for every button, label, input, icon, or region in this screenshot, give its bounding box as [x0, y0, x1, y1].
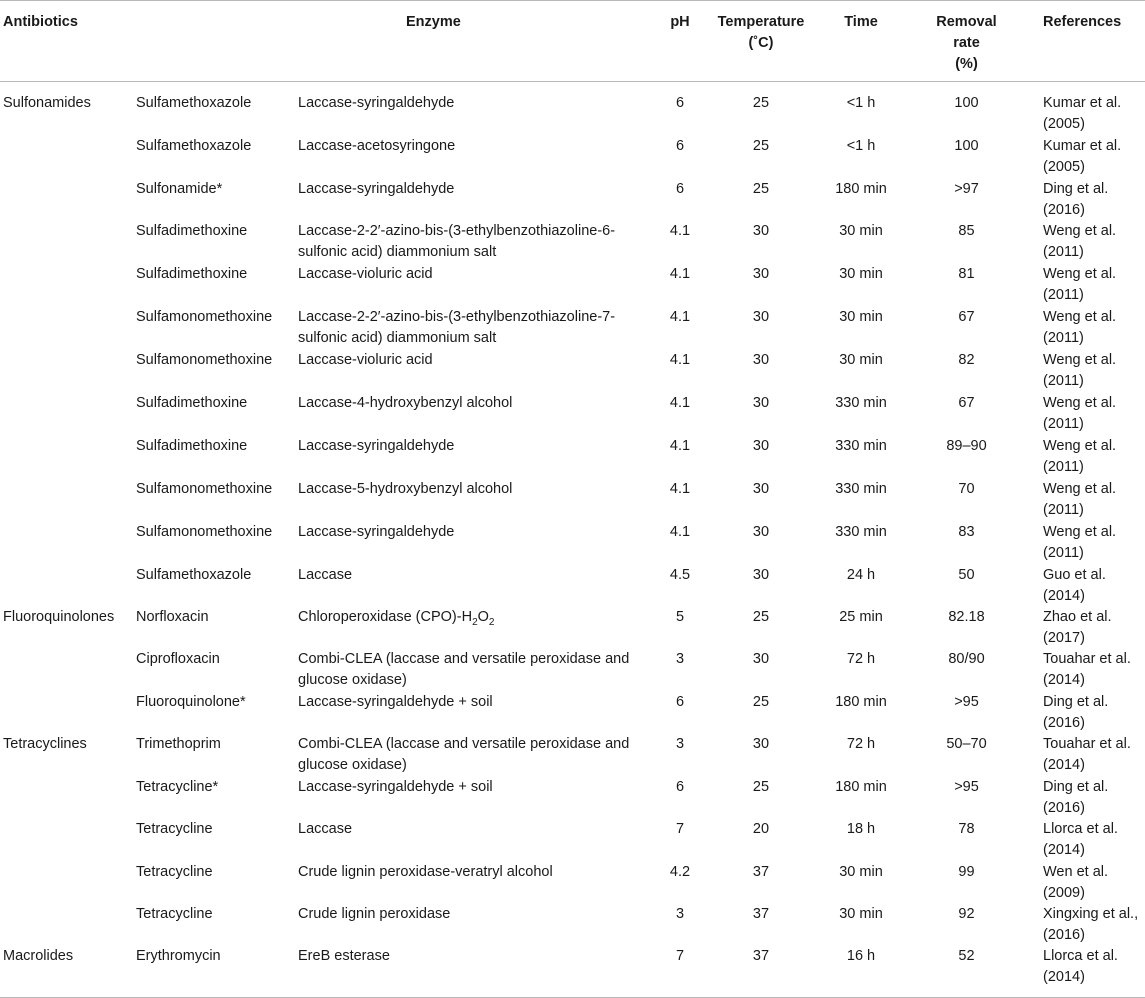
- time-cell: 330 min: [835, 524, 887, 540]
- table-row: [0, 734, 1145, 777]
- enzyme-cell: Laccase-violuric acid: [298, 266, 433, 282]
- time-cell: 25 min: [839, 609, 883, 625]
- temperature-cell: 30: [752, 567, 770, 583]
- ph-cell: 4.2: [669, 864, 691, 880]
- antibiotic-class-cell: [0, 479, 135, 522]
- time-cell: 72 h: [846, 651, 876, 667]
- header-removal-line2: rate: [953, 35, 980, 51]
- antibiotic-class-cell: [0, 862, 135, 904]
- removal-rate-cell: 50: [958, 567, 975, 583]
- removal-rate-cell: 70: [958, 481, 975, 497]
- antibiotic-name-cell: Tetracycline: [136, 864, 213, 880]
- ph-cell: 5: [675, 609, 685, 625]
- removal-rate-cell: 50–70: [946, 736, 987, 752]
- removal-rate-cell: 67: [958, 309, 975, 325]
- ph-cell: 4.1: [669, 438, 691, 454]
- removal-rate-cell: 89–90: [946, 438, 987, 454]
- antibiotic-class-cell: Fluoroquinolones: [3, 609, 115, 625]
- temperature-cell: 25: [752, 181, 770, 197]
- removal-rate-cell: 52: [958, 948, 975, 964]
- table-row: [0, 264, 1145, 307]
- enzyme-cell: Laccase-syringaldehyde + soil: [298, 779, 493, 795]
- table-row: [0, 565, 1145, 607]
- footer-rule-cell: [0, 989, 1145, 998]
- reference-cell: Ding et al. (2016): [1043, 181, 1109, 218]
- temperature-cell: 30: [752, 438, 770, 454]
- enzyme-text: O: [477, 609, 489, 625]
- antibiotic-name-cell: Sulfadimethoxine: [136, 266, 248, 282]
- removal-rate-cell: >95: [954, 694, 979, 710]
- removal-rate-cell: 82: [958, 352, 975, 368]
- enzyme-cell: Laccase-syringaldehyde: [298, 524, 455, 540]
- removal-rate-cell: 80/90: [948, 651, 985, 667]
- ph-cell: 4.1: [669, 309, 691, 325]
- reference-cell: Llorca et al. (2014): [1043, 948, 1118, 985]
- removal-rate-cell: 78: [958, 821, 975, 837]
- antibiotic-name-cell: Sulfonamide*: [136, 181, 223, 197]
- enzyme-cell: Laccase: [298, 821, 353, 837]
- antibiotic-name-cell: Trimethoprim: [136, 736, 221, 752]
- enzyme-cell: Laccase-acetosyringone: [298, 138, 456, 154]
- temperature-cell: 37: [752, 906, 770, 922]
- antibiotic-name-cell: Sulfamethoxazole: [136, 95, 252, 111]
- antibiotic-class-cell: [0, 649, 135, 692]
- reference-cell: Weng et al. (2011): [1043, 395, 1117, 432]
- temperature-cell: 30: [752, 395, 770, 411]
- enzyme-cell: Laccase-violuric acid: [298, 352, 433, 368]
- antibiotic-class-cell: [0, 393, 135, 436]
- antibiotic-class-cell: [0, 522, 135, 565]
- enzyme-cell: Laccase-syringaldehyde: [298, 95, 455, 111]
- antibiotic-class-cell: [0, 179, 135, 221]
- header-enzyme: Enzyme: [406, 14, 461, 30]
- enzyme-cell: Laccase-syringaldehyde: [298, 181, 455, 197]
- antibiotic-name-cell: Sulfamonomethoxine: [136, 309, 273, 325]
- table-row: [0, 522, 1145, 565]
- table-body: [0, 82, 1145, 990]
- enzyme-cell: Laccase: [298, 567, 353, 583]
- ph-cell: 3: [675, 906, 685, 922]
- ph-cell: 4.5: [669, 567, 691, 583]
- table-row: [0, 819, 1145, 862]
- antibiotic-class-cell: [0, 565, 135, 607]
- temperature-cell: 30: [752, 309, 770, 325]
- removal-rate-cell: 100: [954, 138, 979, 154]
- time-cell: 180 min: [835, 694, 887, 710]
- header-removal-rate: [907, 1, 1026, 82]
- table-row: [0, 136, 1145, 179]
- removal-rate-cell: 81: [958, 266, 975, 282]
- temperature-cell: 37: [752, 864, 770, 880]
- footer-rule: [0, 989, 1145, 998]
- antibiotic-name-cell: Sulfamonomethoxine: [136, 352, 273, 368]
- table-row: [0, 307, 1145, 350]
- antibiotic-name-cell: Erythromycin: [136, 948, 221, 964]
- removal-rate-cell: 82.18: [948, 609, 985, 625]
- enzyme-cell: [298, 607, 653, 649]
- time-cell: <1 h: [846, 138, 876, 154]
- antibiotic-name-cell: Sulfadimethoxine: [136, 395, 248, 411]
- temperature-cell: 25: [752, 779, 770, 795]
- reference-cell: Kumar et al. (2005): [1043, 95, 1122, 132]
- table-row: [0, 479, 1145, 522]
- header-references: References: [1043, 14, 1122, 30]
- removal-rate-cell: 67: [958, 395, 975, 411]
- antibiotic-name-cell: Sulfamethoxazole: [136, 567, 252, 583]
- time-cell: 30 min: [839, 266, 883, 282]
- enzyme-cell: EreB esterase: [298, 948, 390, 964]
- time-cell: 30 min: [839, 352, 883, 368]
- table-row: [0, 393, 1145, 436]
- temperature-cell: 30: [752, 352, 770, 368]
- ph-cell: 4.1: [669, 352, 691, 368]
- table-footer: [0, 989, 1145, 998]
- temperature-cell: 30: [752, 524, 770, 540]
- antibiotic-class-cell: [0, 350, 135, 393]
- table-row: [0, 350, 1145, 393]
- antibiotic-class-cell: [0, 777, 135, 819]
- antibiotic-class-cell: [0, 819, 135, 862]
- antibiotic-name-cell: Tetracycline*: [136, 779, 219, 795]
- enzyme-subscript: 2: [472, 616, 478, 628]
- ph-cell: 6: [675, 138, 685, 154]
- header-antibiotic-name: [135, 1, 298, 82]
- reference-cell: Weng et al. (2011): [1043, 266, 1117, 303]
- reference-cell: Weng et al. (2011): [1043, 481, 1117, 518]
- time-cell: 180 min: [835, 181, 887, 197]
- antibiotic-class-cell: [0, 264, 135, 307]
- antibiotic-class-cell: Tetracyclines: [3, 736, 87, 752]
- header-row: [0, 1, 1145, 82]
- ph-cell: 3: [675, 736, 685, 752]
- ph-cell: 4.1: [669, 524, 691, 540]
- ph-cell: 7: [675, 948, 685, 964]
- reference-cell: Weng et al. (2011): [1043, 352, 1117, 389]
- table-header: [0, 1, 1145, 82]
- temperature-cell: 37: [752, 948, 770, 964]
- time-cell: <1 h: [846, 95, 876, 111]
- table-row: [0, 946, 1145, 989]
- header-temperature: [707, 1, 815, 82]
- enzyme-cell: Crude lignin peroxidase-veratryl alcohol: [298, 864, 553, 880]
- time-cell: 16 h: [846, 948, 876, 964]
- antibiotic-class-cell: [0, 221, 135, 264]
- temperature-cell: 30: [752, 223, 770, 239]
- temperature-cell: 30: [752, 736, 770, 752]
- header-removal-line3: (%): [955, 56, 978, 72]
- reference-cell: Weng et al. (2011): [1043, 438, 1117, 475]
- antibiotic-name-cell: Sulfadimethoxine: [136, 438, 248, 454]
- header-antibiotics: Antibiotics: [3, 14, 78, 30]
- time-cell: 180 min: [835, 779, 887, 795]
- antibiotic-class-cell: [0, 436, 135, 479]
- antibiotic-name-cell: Ciprofloxacin: [136, 651, 220, 667]
- ph-cell: 6: [675, 181, 685, 197]
- header-ph: pH: [670, 14, 690, 30]
- time-cell: 72 h: [846, 736, 876, 752]
- enzyme-cell: Laccase-syringaldehyde: [298, 438, 455, 454]
- table-row: [0, 607, 1145, 649]
- time-cell: 30 min: [839, 309, 883, 325]
- antibiotic-class-cell: [0, 136, 135, 179]
- reference-cell: Weng et al. (2011): [1043, 309, 1117, 346]
- removal-rate-cell: 100: [954, 95, 979, 111]
- enzyme-cell: Laccase-5-hydroxybenzyl alcohol: [298, 481, 513, 497]
- header-time: Time: [844, 14, 878, 30]
- table-row: [0, 862, 1145, 904]
- antibiotic-class-cell: [0, 692, 135, 734]
- time-cell: 30 min: [839, 864, 883, 880]
- enzyme-cell: Laccase-2-2′-azino-bis-(3-ethylbenzothiazoline-6-sulfonic acid) diammonium salt: [298, 223, 616, 260]
- enzyme-subscript: 2: [488, 616, 495, 628]
- reference-cell: Guo et al. (2014): [1043, 567, 1106, 604]
- reference-cell: Weng et al. (2011): [1043, 223, 1117, 260]
- enzyme-cell: Laccase-2-2′-azino-bis-(3-ethylbenzothiazoline-7-sulfonic acid) diammonium salt: [298, 309, 616, 346]
- table-row: [0, 221, 1145, 264]
- temperature-cell: 25: [752, 609, 770, 625]
- table-row: [0, 649, 1145, 692]
- ph-cell: 6: [675, 779, 685, 795]
- antibiotic-class-cell: Sulfonamides: [3, 95, 91, 111]
- ph-cell: 6: [675, 694, 685, 710]
- temperature-cell: 20: [752, 821, 770, 837]
- enzyme-cell: Crude lignin peroxidase: [298, 906, 451, 922]
- antibiotic-name-cell: Tetracycline: [136, 906, 213, 922]
- antibiotic-name-cell: Sulfadimethoxine: [136, 223, 248, 239]
- ph-cell: 4.1: [669, 223, 691, 239]
- ph-cell: 7: [675, 821, 685, 837]
- time-cell: 330 min: [835, 395, 887, 411]
- removal-rate-cell: 83: [958, 524, 975, 540]
- temperature-cell: 30: [752, 266, 770, 282]
- time-cell: 18 h: [846, 821, 876, 837]
- time-cell: 30 min: [839, 223, 883, 239]
- table-row: [0, 82, 1145, 137]
- temperature-cell: 25: [752, 694, 770, 710]
- removal-rate-cell: 99: [958, 864, 975, 880]
- antibiotic-name-cell: Tetracycline: [136, 821, 213, 837]
- time-cell: 24 h: [846, 567, 876, 583]
- header-temperature-unit: (˚C): [748, 35, 774, 51]
- antibiotic-name-cell: Fluoroquinolone*: [136, 694, 246, 710]
- removal-rate-cell: 92: [958, 906, 975, 922]
- enzyme-cell: Laccase-syringaldehyde + soil: [298, 694, 493, 710]
- ph-cell: 4.1: [669, 266, 691, 282]
- temperature-cell: 30: [752, 651, 770, 667]
- temperature-cell: 25: [752, 95, 770, 111]
- antibiotic-name-cell: Norfloxacin: [136, 609, 209, 625]
- reference-cell: Zhao et al. (2017): [1043, 609, 1112, 646]
- enzyme-text: Chloroperoxidase (CPO)-H: [298, 609, 473, 625]
- table-row: [0, 692, 1145, 734]
- reference-cell: Weng et al. (2011): [1043, 524, 1117, 561]
- ph-cell: 4.1: [669, 395, 691, 411]
- removal-rate-cell: >95: [954, 779, 979, 795]
- time-cell: 330 min: [835, 481, 887, 497]
- reference-cell: Xingxing et al., (2016): [1043, 906, 1139, 943]
- antibiotic-name-cell: Sulfamonomethoxine: [136, 524, 273, 540]
- enzyme-cell: Laccase-4-hydroxybenzyl alcohol: [298, 395, 513, 411]
- removal-rate-cell: 85: [958, 223, 975, 239]
- enzyme-cell: Combi-CLEA (laccase and versatile peroxidase and glucose oxidase): [298, 736, 630, 773]
- table-row: [0, 179, 1145, 221]
- ph-cell: 3: [675, 651, 685, 667]
- antibiotic-class-cell: [0, 904, 135, 946]
- time-cell: 30 min: [839, 906, 883, 922]
- reference-cell: Touahar et al. (2014): [1043, 651, 1131, 688]
- ph-cell: 4.1: [669, 481, 691, 497]
- reference-cell: Touahar et al. (2014): [1043, 736, 1131, 773]
- time-cell: 330 min: [835, 438, 887, 454]
- table-row: [0, 777, 1145, 819]
- ph-cell: 6: [675, 95, 685, 111]
- header-temperature-label: Temperature: [717, 14, 805, 30]
- reference-cell: Kumar et al. (2005): [1043, 138, 1122, 175]
- temperature-cell: 25: [752, 138, 770, 154]
- reference-cell: Ding et al. (2016): [1043, 779, 1109, 816]
- enzyme-cell: Combi-CLEA (laccase and versatile peroxidase and glucose oxidase): [298, 651, 630, 688]
- reference-cell: Llorca et al. (2014): [1043, 821, 1118, 858]
- antibiotic-class-cell: Macrolides: [3, 948, 74, 964]
- reference-cell: Ding et al. (2016): [1043, 694, 1109, 731]
- table-row: [0, 904, 1145, 946]
- antibiotic-class-cell: [0, 307, 135, 350]
- removal-rate-cell: >97: [954, 181, 979, 197]
- reference-cell: Wen et al. (2009): [1043, 864, 1109, 901]
- antibiotic-name-cell: Sulfamethoxazole: [136, 138, 252, 154]
- antibiotic-name-cell: Sulfamonomethoxine: [136, 481, 273, 497]
- temperature-cell: 30: [752, 481, 770, 497]
- table-row: [0, 436, 1145, 479]
- header-removal-line1: Removal: [936, 14, 997, 30]
